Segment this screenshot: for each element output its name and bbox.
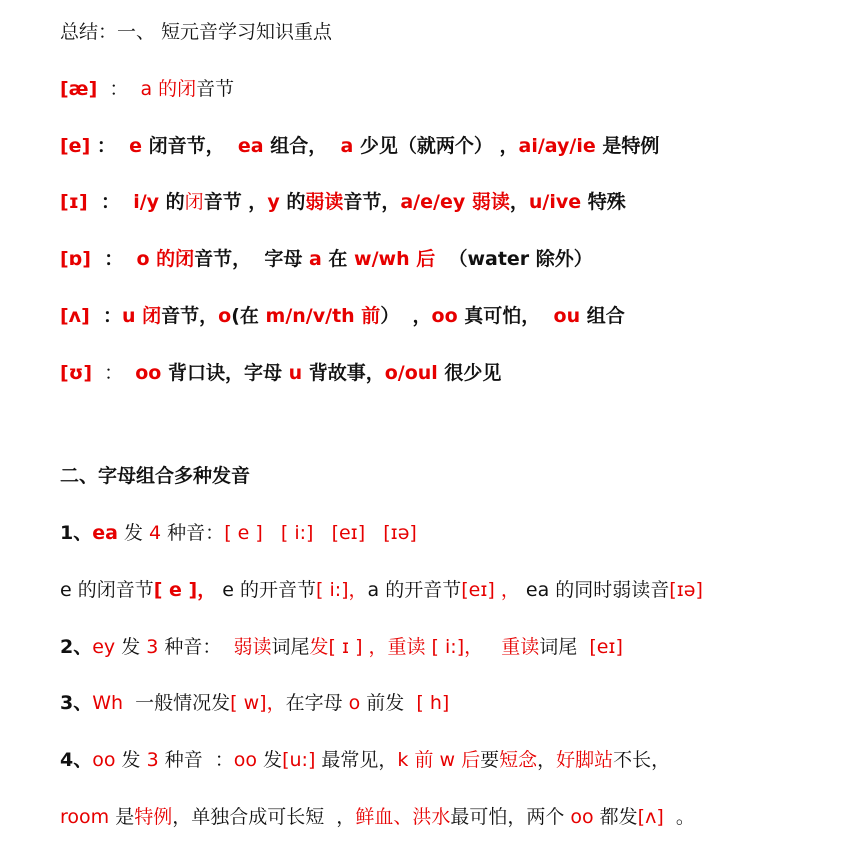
- text-run: 闭音节，: [142, 135, 238, 157]
- highlight-text: [ h]: [416, 692, 450, 714]
- text-run: 。: [663, 806, 695, 828]
- highlight-text: [ɪə]: [669, 579, 703, 601]
- highlight-text: 鲜血、洪水: [355, 806, 451, 828]
- highlight-text: [æ]: [60, 78, 98, 100]
- highlight-text: [eɪ] ，: [461, 579, 520, 601]
- text-run: ea 的同时弱读音: [519, 579, 670, 601]
- highlight-text: w/wh 后: [354, 248, 436, 270]
- text-line: [60, 189, 626, 215]
- text-line: [60, 634, 623, 660]
- text-run: ：: [90, 248, 137, 270]
- text-run: (在: [231, 305, 266, 327]
- highlight-text: 特例: [134, 806, 173, 828]
- text-run: 不长，: [613, 749, 671, 771]
- text-run: 发: [257, 749, 283, 771]
- text-run: e 的开音节: [216, 579, 316, 601]
- text-run: 发: [115, 749, 147, 771]
- highlight-text: o: [348, 692, 361, 714]
- text-line: [60, 360, 501, 386]
- text-run: 的: [159, 191, 185, 213]
- text-line: [60, 246, 593, 272]
- text-line: [60, 303, 625, 329]
- highlight-text: Wh: [92, 692, 124, 714]
- text-run: 音节: [196, 78, 235, 100]
- highlight-text: a 的闭: [140, 78, 197, 100]
- text-run: 发: [115, 636, 147, 658]
- text-run: 组合: [580, 305, 625, 327]
- highlight-text: u: [288, 362, 303, 384]
- text-run: 种音 ：: [158, 749, 234, 771]
- highlight-text: e: [129, 135, 143, 157]
- text-run: 词尾: [539, 636, 590, 658]
- text-run: ：: [97, 78, 141, 100]
- highlight-text: a: [308, 248, 322, 270]
- highlight-text: o: [218, 305, 232, 327]
- text-run: 1、: [60, 522, 93, 544]
- text-run: 发: [117, 522, 150, 544]
- text-run: ，单独合成可长短 ，: [172, 806, 356, 828]
- highlight-text: ou: [553, 305, 581, 327]
- text-run: 音节 ，: [203, 191, 268, 213]
- text-run: 音节，: [343, 191, 401, 213]
- highlight-text: [ʌ]: [637, 806, 664, 828]
- highlight-text: [ʌ]: [60, 305, 90, 327]
- text-run: 背故事，: [302, 362, 385, 384]
- highlight-text: oo: [431, 305, 458, 327]
- highlight-text: oo: [570, 806, 594, 828]
- highlight-text: oo: [233, 749, 258, 771]
- text-run: 最常见，: [315, 749, 398, 771]
- highlight-text: o 的闭: [136, 248, 195, 270]
- text-line: [60, 133, 659, 159]
- text-run: ，: [509, 191, 529, 213]
- text-run: 词尾: [271, 636, 310, 658]
- highlight-text: [ w]，: [230, 692, 286, 714]
- highlight-text: 好脚站: [556, 749, 614, 771]
- highlight-text: [u:]: [282, 749, 316, 771]
- text-run: 背口诀，字母: [161, 362, 289, 384]
- text-run: 音节，: [161, 305, 219, 327]
- text-run: 真可怕，: [457, 305, 554, 327]
- highlight-text: y: [267, 191, 280, 213]
- text-run: 特殊: [581, 191, 626, 213]
- text-run: 是特例: [595, 135, 660, 157]
- text-line: [60, 690, 449, 716]
- highlight-text: [ i:]，: [316, 579, 368, 601]
- highlight-text: k 前 w 后: [397, 749, 481, 771]
- text-run: ：: [90, 135, 130, 157]
- text-line: [60, 804, 695, 830]
- highlight-text: oo: [92, 749, 116, 771]
- text-run: 4、: [60, 749, 93, 771]
- highlight-text: [ɒ]: [60, 248, 91, 270]
- text-run: ：: [92, 362, 136, 384]
- text-run: 种音：: [158, 636, 234, 658]
- highlight-text: a/e/ey 弱读: [400, 191, 510, 213]
- highlight-text: u/ive: [528, 191, 582, 213]
- text-run: ，: [537, 749, 557, 771]
- highlight-text: [e]: [60, 135, 91, 157]
- highlight-text: 4: [149, 522, 162, 544]
- highlight-text: 发[ ɪ ] ，重读 [ i:]， 重读: [309, 636, 540, 658]
- highlight-text: [ e ]，: [153, 579, 217, 601]
- highlight-text: a: [340, 135, 354, 157]
- highlight-text: [ɪ]: [60, 191, 88, 213]
- highlight-text: 3: [146, 749, 159, 771]
- text-run: 少见（就两个） ，: [353, 135, 519, 157]
- text-run: 要: [480, 749, 500, 771]
- text-run: ：: [89, 305, 122, 327]
- text-run: a 的开音节: [367, 579, 462, 601]
- section-heading: [60, 463, 250, 489]
- highlight-text: o/oul: [384, 362, 438, 384]
- text-run: e 的闭音节: [60, 579, 154, 601]
- highlight-text: [ʊ]: [60, 362, 93, 384]
- text-run: 的: [279, 191, 306, 213]
- text-run: ） ，: [380, 305, 432, 327]
- highlight-text: room: [60, 806, 110, 828]
- text-run: 都发: [593, 806, 638, 828]
- text-run: 种音：: [161, 522, 225, 544]
- highlight-text: 闭: [184, 191, 204, 213]
- text-run: 在字母: [285, 692, 349, 714]
- highlight-text: 弱读: [305, 191, 344, 213]
- text-run: ：: [87, 191, 134, 213]
- highlight-text: ea: [92, 522, 118, 544]
- text-run: 很少见: [437, 362, 502, 384]
- text-run: 音节， 字母: [194, 248, 309, 270]
- highlight-text: ai/ay/ie: [518, 135, 596, 157]
- highlight-text: u 闭: [122, 305, 162, 327]
- text-run: （water 除外）: [435, 248, 593, 270]
- text-run: 最可怕，两个: [450, 806, 571, 828]
- text-run: 2、: [60, 636, 93, 658]
- summary-heading: [60, 19, 332, 45]
- highlight-text: oo: [135, 362, 162, 384]
- text-run: 在: [321, 248, 355, 270]
- text-run: 二、字母组合多种发音: [60, 465, 251, 487]
- text-run: 是: [109, 806, 135, 828]
- highlight-text: 弱读: [233, 636, 272, 658]
- text-line: [60, 577, 703, 603]
- highlight-text: ea: [237, 135, 264, 157]
- highlight-text: i/y: [133, 191, 160, 213]
- text-run: 一般情况发: [123, 692, 231, 714]
- highlight-text: [eɪ]: [589, 636, 623, 658]
- text-run: 总结：一、 短元音学习知识重点: [60, 21, 333, 43]
- highlight-text: ey: [92, 636, 116, 658]
- text-line: [60, 747, 670, 773]
- text-line: [60, 520, 417, 546]
- highlight-text: m/n/v/th 前: [265, 305, 381, 327]
- highlight-text: [ e ] [ i:] [eɪ] [ɪə]: [224, 522, 417, 544]
- highlight-text: 3: [146, 636, 159, 658]
- highlight-text: 短念: [499, 749, 538, 771]
- text-run: 3、: [60, 692, 93, 714]
- text-run: 组合，: [263, 135, 341, 157]
- text-line: [60, 76, 234, 102]
- text-run: 前发: [360, 692, 417, 714]
